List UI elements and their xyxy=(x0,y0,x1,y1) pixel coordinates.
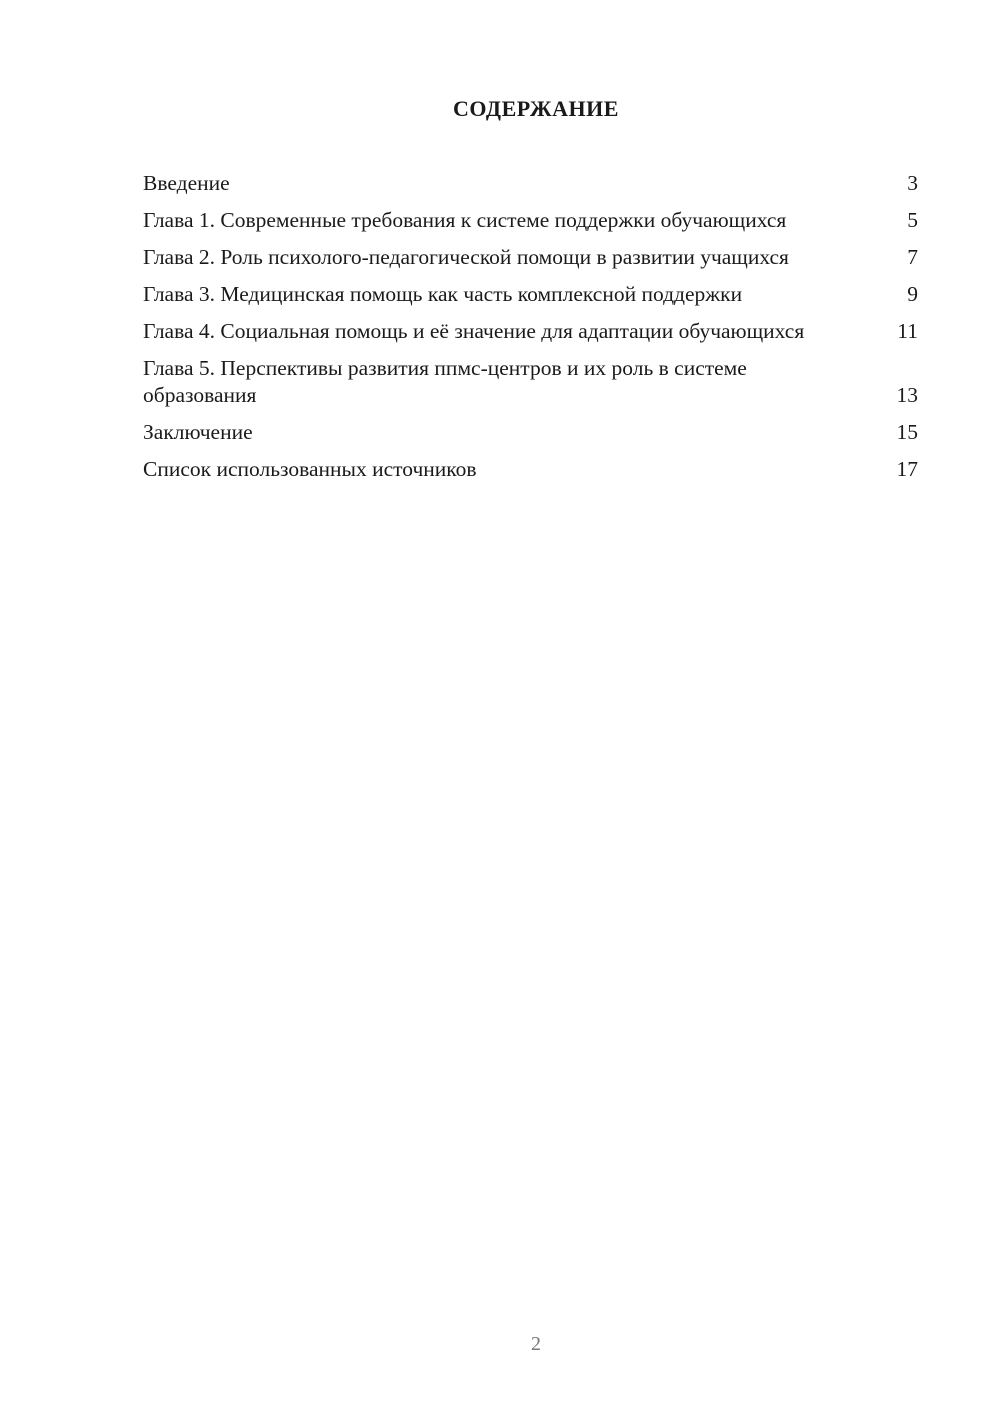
toc-entry-page: 5 xyxy=(907,208,918,232)
toc-entry-title: Глава 4. Социальная помощь и её значение для адаптации обучающихся xyxy=(143,319,805,343)
toc-entry-title: Заключение xyxy=(143,420,253,444)
toc-entry-title: Глава 2. Роль психолого-педагогической помощи в развитии учащихся xyxy=(143,245,789,269)
toc-entry-title: Глава 1. Современные требования к системе поддержки обучающихся xyxy=(143,208,787,232)
toc-entry-title: Введение xyxy=(143,171,230,195)
toc-entry-chapter-2 xyxy=(143,244,918,271)
toc-entry-title: Список использованных источников xyxy=(143,457,477,481)
toc-entry-page: 17 xyxy=(896,457,918,481)
toc-entry-title: Глава 3. Медицинская помощь как часть комплексной поддержки xyxy=(143,282,743,306)
page-number: 2 xyxy=(531,1333,541,1355)
toc-entry-references xyxy=(143,456,918,483)
toc-entry-page: 7 xyxy=(907,245,918,269)
page-title: СОДЕРЖАНИЕ xyxy=(453,96,619,121)
toc-entry-title: Глава 5. Перспективы развития ппмс-центров и их роль в системе образования xyxy=(143,356,747,407)
toc-entry-page: 3 xyxy=(907,171,918,195)
toc-entry-introduction xyxy=(143,170,918,197)
toc-entry-chapter-4 xyxy=(143,318,918,345)
toc-entry-chapter-5 xyxy=(143,355,918,409)
toc-entry-page: 9 xyxy=(907,282,918,306)
table-of-contents xyxy=(143,170,918,493)
toc-entry-chapter-3 xyxy=(143,281,918,308)
toc-entry-conclusion xyxy=(143,419,918,446)
toc-entry-chapter-1 xyxy=(143,207,918,234)
toc-entry-page: 11 xyxy=(897,319,918,343)
toc-entry-page: 15 xyxy=(896,420,918,444)
toc-entry-page: 13 xyxy=(896,383,918,407)
